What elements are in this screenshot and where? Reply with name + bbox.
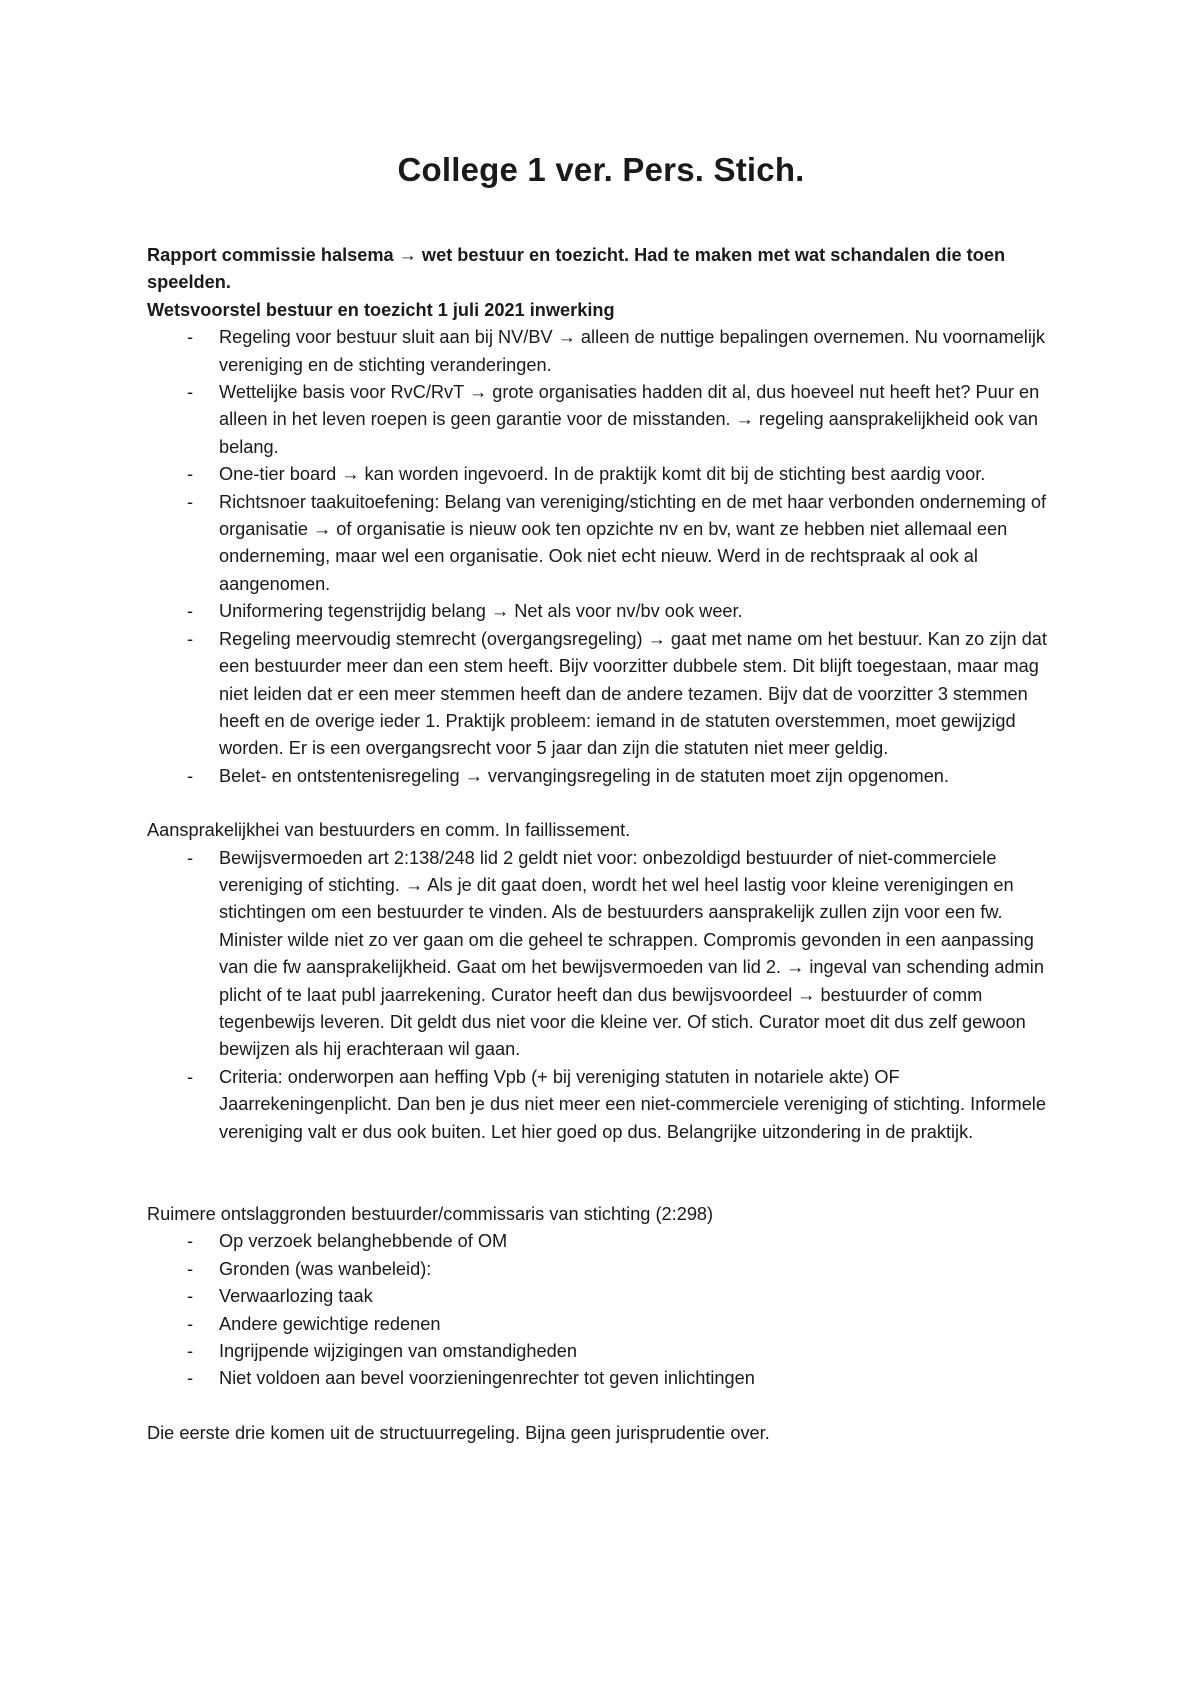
dismissal-heading: Ruimere ontslaggronden bestuurder/commissaris van stichting (2:298) <box>147 1204 714 1224</box>
page-title: College 1 ver. Pers. Stich. <box>397 151 805 188</box>
list-item: - Belet- en ontstentenisregeling → vervangingsregeling in de statuten moet zijn opgenomen. <box>147 763 1055 790</box>
list-item: - Criteria: onderworpen aan heffing Vpb (+ bij vereniging statuten in notariele akte) OF Jaarrekeningenplicht. Dan ben je dus niet meer een niet-commerciele vereniging of stichting. Informele vereniging valt er dus ook buiten. Let hier goed op dus. Belangrijke uitzondering in de praktijk. <box>147 1064 1055 1146</box>
intro-paragraph: Rapport commissie halsema → wet bestuur en toezicht. Had te maken met wat schandalen die toen speelden. <box>147 245 1006 293</box>
list-item: - Bewijsvermoeden art 2:138/248 lid 2 geldt niet voor: onbezoldigd bestuurder of niet-commerciele vereniging of stichting. → Als je dit gaat doen, wordt het wel heel lastig voor kleine verenigingen en stichtingen om een bestuurder te vinden. Als de bestuurders aansprakelijk zullen zijn voor een fw. Minister wilde niet zo ver gaan om die geheel te schrappen. Compromis gevonden in een aanpassing van die fw aansprakelijkheid. Gaat om het bewijsvermoeden van lid 2. → ingeval van schending admin plicht of te laat publ jaarrekening. Curator heeft dan dus bewijsvoordeel → bestuurder of comm tegenbewijs leveren. Dit geldt dus niet voor die kleine ver. Of stich. Curator moet dit dus zelf gewoon bewijzen als hij erachteraan wil gaan. <box>147 845 1055 1064</box>
dismissal-grounds-list <box>147 1228 1055 1392</box>
liability-heading: Aansprakelijkhei van bestuurders en comm. In faillissement. <box>147 820 631 841</box>
list-item: - Verwaarlozing taak <box>147 1283 1055 1310</box>
list-item: - Ingrijpende wijzigingen van omstandigheden <box>147 1338 1055 1365</box>
liability-list <box>147 845 1055 1146</box>
list-item: - Regeling meervoudig stemrecht (overgangsregeling) → gaat met name om het bestuur. Kan zo zijn dat een bestuurder meer dan een stem heeft. Bijv voorzitter dubbele stem. Dit blijft toegestaan, maar mag niet leiden dat er een meer stemmen heeft dan de andere tezamen. Bijv dat de voorzitter 3 stemmen heeft en de overige ieder 1. Praktijk probleem: iemand in de statuten overstemmen, moet gewijzigd worden. Er is een overgangsrecht voor 5 jaar dan zijn die statuten niet meer geldig. <box>147 626 1055 763</box>
list-item: - Regeling voor bestuur sluit aan bij NV/BV → alleen de nuttige bepalingen overnemen. Nu voornamelijk vereniging en de stichting veranderingen. <box>147 324 1055 379</box>
closing-paragraph: Die eerste drie komen uit de structuurregeling. Bijna geen jurisprudentie over. <box>147 1422 770 1443</box>
document-body <box>147 242 1055 1447</box>
bill-changes-list <box>147 324 1055 790</box>
bill-heading: Wetsvoorstel bestuur en toezicht 1 juli 2021 inwerking <box>147 299 615 320</box>
list-item: - Andere gewichtige redenen <box>147 1311 1055 1338</box>
list-item: - Op verzoek belanghebbende of OM <box>147 1228 1055 1255</box>
list-item: - Uniformering tegenstrijdig belang → Net als voor nv/bv ook weer. <box>147 598 1055 625</box>
list-item: - One-tier board → kan worden ingevoerd. In de praktijk komt dit bij de stichting best aardig voor. <box>147 461 1055 488</box>
list-item: - Richtsnoer taakuitoefening: Belang van vereniging/stichting en de met haar verbonden onderneming of organisatie → of organisatie is nieuw ook ten opzichte nv en bv, want ze hebben niet allemaal een onderneming, maar wel een organisatie. Ook niet echt nieuw. Werd in de rechtspraak al ook al aangenomen. <box>147 489 1055 599</box>
list-item: - Gronden (was wanbeleid): <box>147 1256 1055 1283</box>
list-item: - Niet voldoen aan bevel voorzieningenrechter tot geven inlichtingen <box>147 1365 1055 1392</box>
list-item: - Wettelijke basis voor RvC/RvT → grote organisaties hadden dit al, dus hoeveel nut heeft het? Puur en alleen in het leven roepen is geen garantie voor de misstanden. → regeling aansprakelijkheid ook van belang. <box>147 379 1055 461</box>
